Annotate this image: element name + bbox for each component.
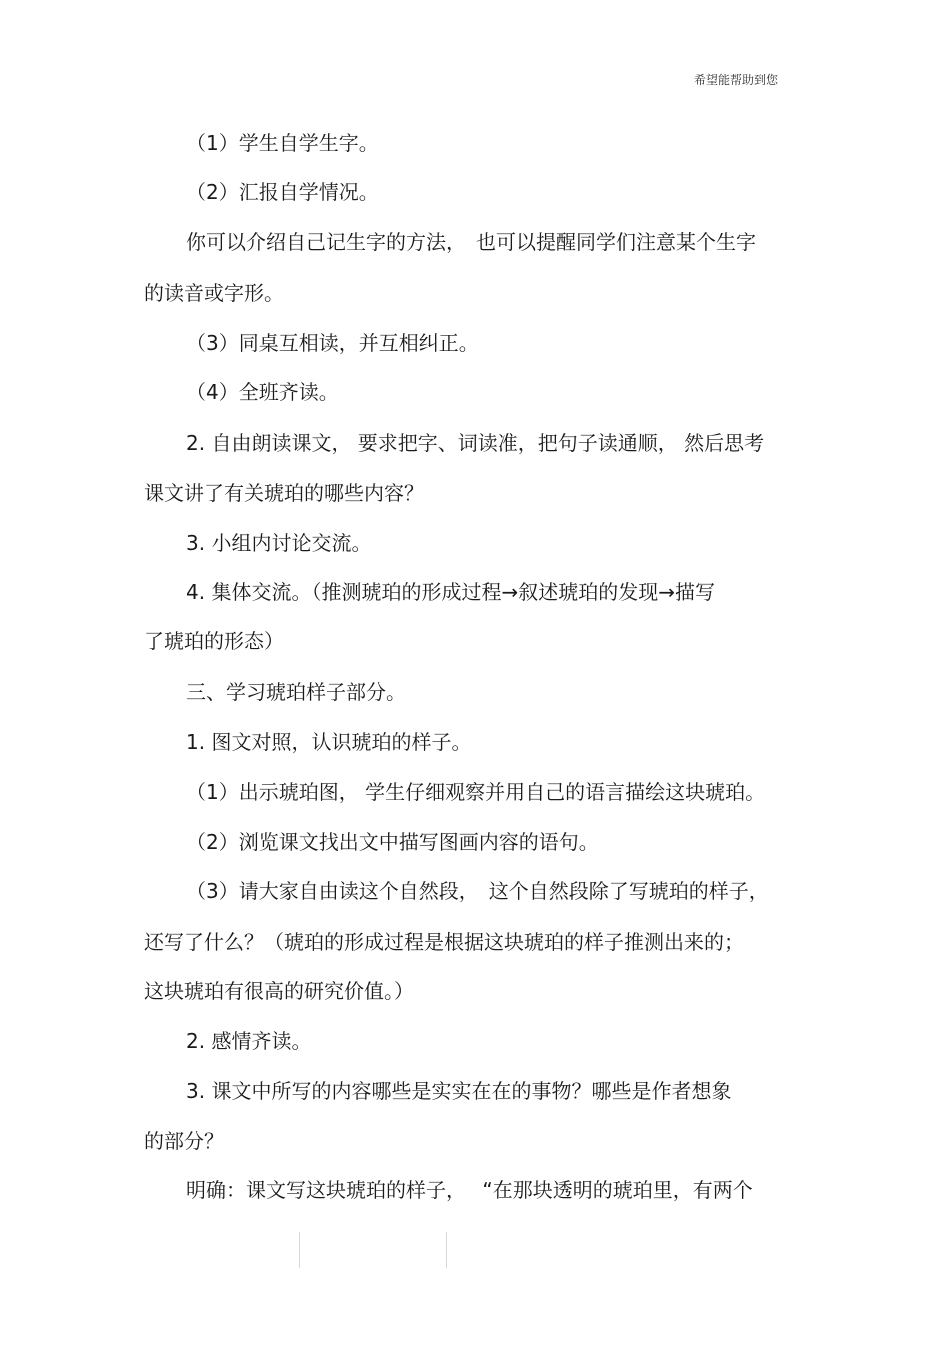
text-line: 4. 集体交流。（推测琥珀的形成过程→叙述琥珀的发现→描写 xyxy=(186,580,715,604)
text-line: 2. 感情齐读。 xyxy=(186,1029,312,1053)
text-line: 明确：课文写这块琥珀的样子， “在那块透明的琥珀里，有两个 xyxy=(186,1178,753,1202)
text-line: （2）汇报自学情况。 xyxy=(186,180,379,204)
text-line: （2）浏览课文找出文中描写图画内容的语句。 xyxy=(186,830,599,854)
text-line: （3）请大家自由读这个自然段， 这个自然段除了写琥珀的样子， xyxy=(186,879,769,903)
text-line: 2. 自由朗读课文， 要求把字、词读准，把句子读通顺， 然后思考 xyxy=(186,431,765,455)
text-line: 3. 小组内讨论交流。 xyxy=(186,531,372,555)
text-line: 课文讲了有关琥珀的哪些内容？ xyxy=(144,481,424,505)
text-line: （1）学生自学生字。 xyxy=(186,131,379,155)
text-line: 的读音或字形。 xyxy=(144,281,284,305)
text-line: 3. 课文中所写的内容哪些是实实在在的事物？哪些是作者想象 xyxy=(186,1079,732,1103)
text-line: （4）全班齐读。 xyxy=(186,380,339,404)
text-line: 还写了什么？（琥珀的形成过程是根据这块琥珀的样子推测出来的； xyxy=(144,930,744,954)
text-line: 这块琥珀有很高的研究价值。） xyxy=(144,979,414,1003)
text-line: （1）出示琥珀图， 学生仔细观察并用自己的语言描绘这块琥珀。 xyxy=(186,780,766,804)
text-line: 了琥珀的形态） xyxy=(144,629,284,653)
text-line: （3）同桌互相读，并互相纠正。 xyxy=(186,331,479,355)
text-line: 你可以介绍自己记生字的方法， 也可以提醒同学们注意某个生字 xyxy=(186,230,756,254)
text-line: 的部分？ xyxy=(144,1129,224,1153)
text-line: 三、学习琥珀样子部分。 xyxy=(186,680,406,704)
text-line: 1. 图文对照，认识琥珀的样子。 xyxy=(186,730,472,754)
footer-divider xyxy=(446,1232,447,1268)
footer-divider xyxy=(299,1232,300,1268)
page-header-note: 希望能帮助到您 xyxy=(694,73,779,87)
